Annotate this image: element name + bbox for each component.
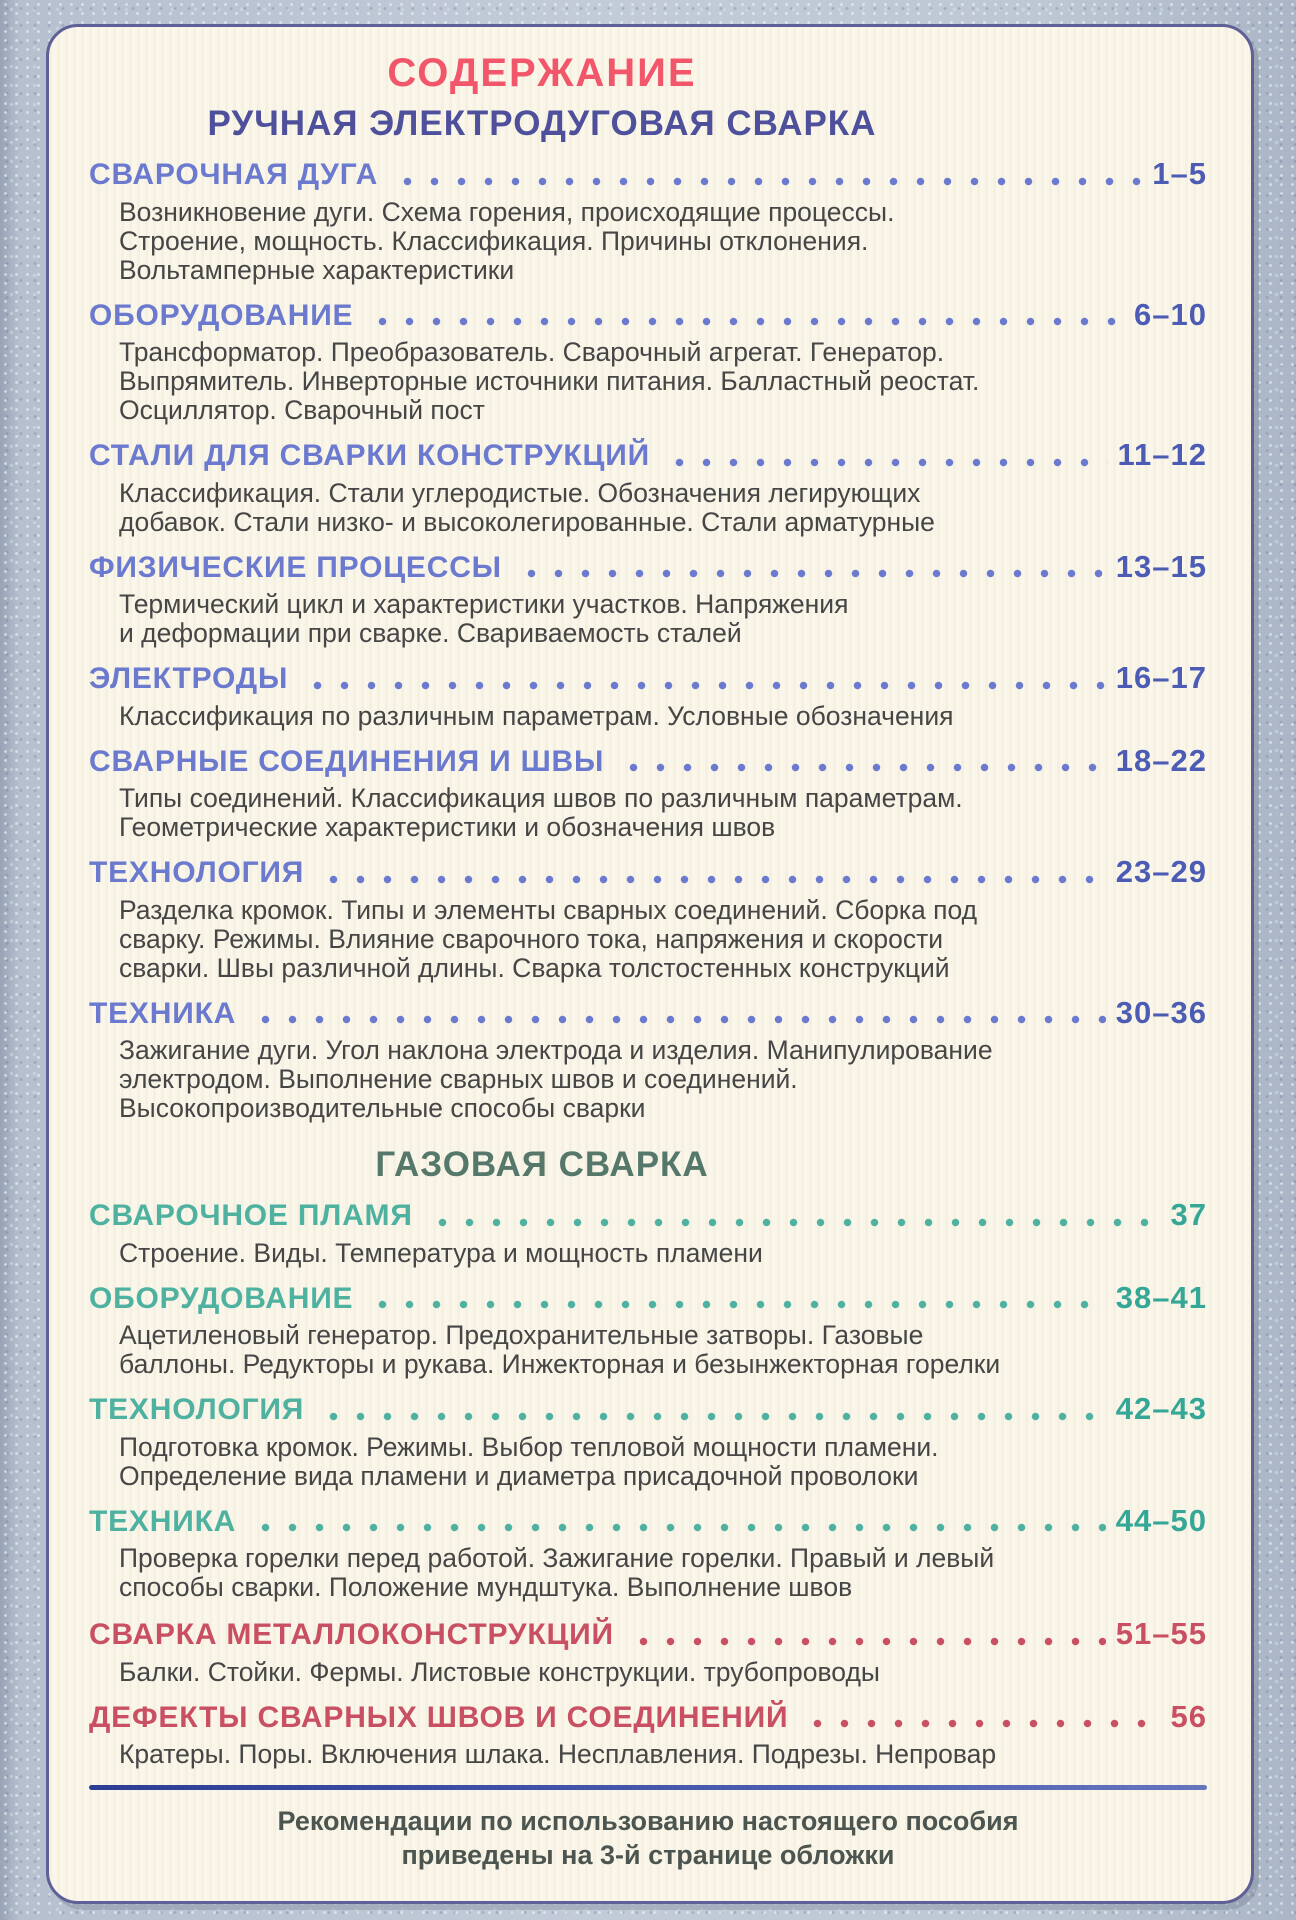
toc-entry-row: [89, 1391, 1207, 1428]
toc-entry-title: ФИЗИЧЕСКИЕ ПРОЦЕССЫ: [89, 550, 502, 584]
toc-entry-description: [89, 198, 1207, 285]
description-line: Термический цикл и характеристики участков. Напряжения: [119, 589, 849, 619]
toc-entry-row: [89, 1197, 1207, 1234]
description-line: и деформации при сварке. Свариваемость сталей: [119, 618, 742, 648]
description-line: Проверка горелки перед работой. Зажигание горелки. Правый и левый: [119, 1543, 995, 1573]
toc-section: [89, 104, 1207, 1123]
toc-entry-title: СВАРНЫЕ СОЕДИНЕНИЯ И ШВЫ: [89, 744, 605, 778]
toc-entry-row: [89, 743, 1207, 780]
dot-leader: [318, 1411, 1106, 1422]
dot-leader: [516, 568, 1106, 579]
toc-entry-pages: 30–36: [1115, 994, 1207, 1030]
toc-entry: [89, 1699, 1207, 1770]
toc-entry-pages: 11–12: [1117, 437, 1207, 472]
description-line: сварки. Швы различной длины. Сварка толстостенных конструкций: [119, 952, 950, 983]
description-line: Строение, мощность. Классификация. Причины отклонения.: [119, 225, 869, 256]
dot-leader: [628, 1636, 1106, 1647]
dot-leader: [367, 1299, 1105, 1310]
description-line: Кратеры. Поры. Включения шлака. Несплавления. Подрезы. Непровар: [119, 1739, 997, 1769]
toc-entry-title: ЭЛЕКТРОДЫ: [89, 662, 289, 695]
description-line: Балки. Стойки. Фермы. Листовые конструкции. трубопроводы: [119, 1656, 880, 1687]
toc-entry-row: [89, 1699, 1207, 1736]
description-line: Разделка кромок. Типы и элементы сварных соединений. Сборка под: [119, 894, 978, 925]
description-line: добавок. Стали низко- и высоколегированные. Стали арматурные: [119, 506, 935, 537]
toc-entry-row: [89, 1280, 1207, 1317]
toc-entry: [89, 156, 1207, 285]
description-line: Выпрямитель. Инверторные источники питания. Балластный реостат.: [119, 366, 980, 396]
toc-entry-description: [89, 338, 1207, 425]
toc-entry-title: СВАРОЧНАЯ ДУГА: [89, 158, 379, 191]
section-heading: РУЧНАЯ ЭЛЕКТРОДУГОВАЯ СВАРКА: [207, 104, 877, 143]
dot-leader: [318, 874, 1106, 885]
toc-entry-row: [89, 660, 1207, 697]
toc-entry-title: СТАЛИ ДЛЯ СВАРКИ КОНСТРУКЦИЙ: [89, 439, 650, 472]
toc-section: [89, 1145, 1207, 1602]
toc-section: [89, 1616, 1207, 1769]
toc-entry-title: СВАРОЧНОЕ ПЛАМЯ: [89, 1199, 413, 1232]
toc-entry-row: [89, 297, 1207, 334]
contents-page-card: [46, 24, 1254, 1904]
description-line: баллоны. Редукторы и рукава. Инжекторная и безынжекторная горелки: [119, 1349, 1001, 1379]
dot-leader: [427, 1217, 1161, 1228]
toc-entry-title: ДЕФЕКТЫ СВАРНЫХ ШВОВ И СОЕДИНЕНИЙ: [89, 1700, 789, 1734]
description-line: электродом. Выполнение сварных швов и соединений.: [119, 1064, 798, 1094]
toc-entry: [89, 1503, 1207, 1603]
toc-entry-description: [89, 1433, 1207, 1491]
description-line: Зажигание дуги. Угол наклона электрода и изделия. Манипулирование: [119, 1035, 993, 1065]
toc-entry-title: СВАРКА МЕТАЛЛОКОНСТРУКЦИЙ: [89, 1618, 614, 1651]
toc-entry-pages: 16–17: [1115, 660, 1207, 695]
toc-entry-title: ОБОРУДОВАНИЕ: [89, 298, 354, 332]
dot-leader: [618, 762, 1106, 773]
page-title: СОДЕРЖАНИЕ: [387, 51, 697, 95]
dot-leader: [302, 680, 1106, 691]
toc-entry: [89, 1616, 1207, 1687]
toc-body: [89, 104, 1207, 1769]
description-line: Высокопроизводительные способы сварки: [119, 1093, 646, 1123]
toc-entry-title: ОБОРУДОВАНИЕ: [89, 1281, 354, 1315]
dot-leader: [392, 176, 1142, 187]
toc-entry-pages: 56: [1170, 1698, 1207, 1734]
toc-entry-title: ТЕХНИКА: [89, 1504, 237, 1538]
toc-entry-title: ТЕХНОЛОГИЯ: [89, 1393, 305, 1426]
toc-entry-description: [89, 479, 1207, 537]
toc-entry: [89, 437, 1207, 537]
toc-entry-row: [89, 156, 1207, 193]
description-line: Классификация. Стали углеродистые. Обозначения легирующих: [119, 477, 921, 508]
toc-entry-description: [89, 1740, 1207, 1769]
toc-entry-description: [89, 1036, 1207, 1123]
toc-entry-row: [89, 1503, 1207, 1540]
toc-entry-row: [89, 854, 1207, 891]
toc-entry-pages: 51–55: [1115, 1616, 1207, 1651]
contents-page-content: [49, 27, 1251, 1901]
toc-entry: [89, 297, 1207, 426]
toc-entry-pages: 38–41: [1115, 1279, 1207, 1315]
toc-entry: [89, 660, 1207, 731]
toc-entry: [89, 995, 1207, 1124]
description-line: сварку. Режимы. Влияние сварочного тока, напряжения и скорости: [119, 923, 944, 954]
toc-entry: [89, 743, 1207, 843]
toc-entry-description: [89, 1239, 1207, 1268]
toc-entry-pages: 1–5: [1152, 156, 1207, 191]
toc-entry-pages: 13–15: [1115, 548, 1207, 584]
footer-note: [89, 1804, 1207, 1872]
toc-entry-description: [89, 1544, 1207, 1602]
description-line: Строение. Виды. Температура и мощность пламени: [119, 1237, 763, 1268]
description-line: Возникновение дуги. Схема горения, происходящие процессы.: [119, 196, 895, 227]
toc-entry-description: [89, 1658, 1207, 1687]
toc-entry-row: [89, 1616, 1207, 1653]
toc-entry-row: [89, 549, 1207, 586]
toc-entry: [89, 854, 1207, 983]
footer-note-line: приведены на 3-й странице обложки: [401, 1840, 895, 1870]
section-heading: ГАЗОВАЯ СВАРКА: [375, 1145, 709, 1184]
toc-entry-pages: 44–50: [1115, 1502, 1207, 1538]
description-line: Типы соединений. Классификация швов по различным параметрам.: [119, 783, 963, 813]
description-line: Трансформатор. Преобразователь. Сварочный агрегат. Генератор.: [119, 337, 945, 367]
footer-divider: [89, 1785, 1207, 1790]
toc-entry: [89, 1280, 1207, 1380]
dot-leader: [802, 1718, 1160, 1729]
description-line: способы сварки. Положение мундштука. Выполнение швов: [119, 1572, 853, 1602]
description-line: Подготовка кромок. Режимы. Выбор тепловой мощности пламени.: [119, 1431, 939, 1462]
description-line: Вольтамперные характеристики: [119, 254, 515, 285]
toc-entry-pages: 37: [1170, 1197, 1207, 1232]
dot-leader: [664, 457, 1108, 468]
description-line: Ацетиленовый генератор. Предохранительные затворы. Газовые: [119, 1320, 924, 1350]
toc-entry-pages: 42–43: [1115, 1391, 1207, 1426]
toc-entry-description: [89, 590, 1207, 648]
description-line: Классификация по различным параметрам. Условные обозначения: [119, 700, 954, 731]
toc-entry-pages: 18–22: [1115, 742, 1207, 778]
toc-entry-title: ТЕХНОЛОГИЯ: [89, 856, 305, 889]
description-line: Геометрические характеристики и обозначения швов: [119, 812, 776, 842]
footer-note-line: Рекомендации по использованию настоящего пособия: [277, 1806, 1019, 1836]
toc-entry: [89, 549, 1207, 649]
toc-entry-row: [89, 437, 1207, 474]
toc-entry: [89, 1197, 1207, 1268]
description-line: Осциллятор. Сварочный пост: [119, 395, 485, 425]
toc-entry-description: [89, 896, 1207, 983]
toc-entry: [89, 1391, 1207, 1491]
toc-entry-pages: 23–29: [1115, 854, 1207, 889]
description-line: Определение вида пламени и диаметра присадочной проволоки: [119, 1460, 919, 1491]
toc-entry-pages: 6–10: [1134, 296, 1207, 332]
toc-entry-description: [89, 702, 1207, 731]
dot-leader: [250, 1014, 1106, 1025]
dot-leader: [367, 316, 1124, 327]
toc-entry-title: ТЕХНИКА: [89, 996, 237, 1030]
toc-entry-description: [89, 1321, 1207, 1379]
toc-entry-row: [89, 995, 1207, 1032]
toc-entry-description: [89, 784, 1207, 842]
dot-leader: [250, 1522, 1106, 1533]
